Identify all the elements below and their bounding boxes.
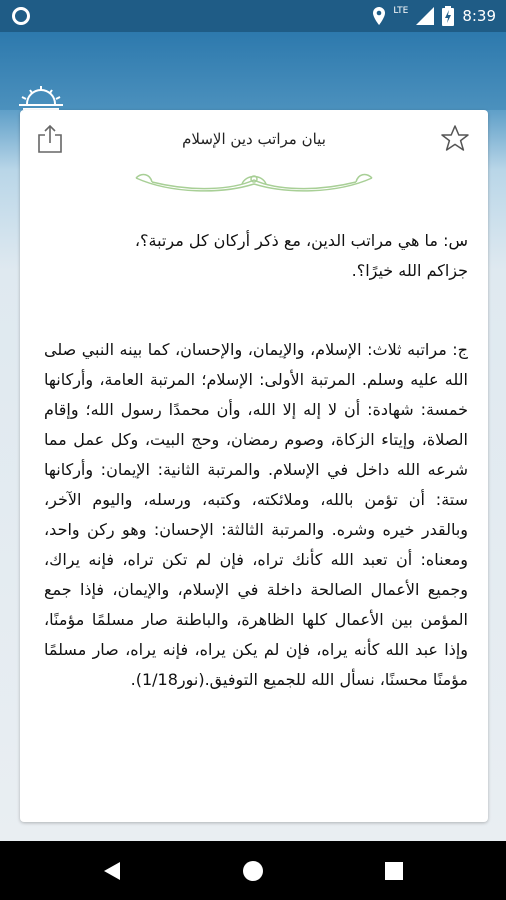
question-line: س: ما هي مراتب الدين، مع ذكر أركان كل مرتبة؟، <box>134 231 468 250</box>
ornament-divider-icon <box>132 170 376 198</box>
clock: 8:39 <box>462 7 496 25</box>
answer-text: ج: مراتبه ثلاث: الإسلام، والإيمان، والإحسان، كما بينه النبي صلى الله عليه وسلم. المرتبة الأولى: الإسلام؛ المرتبة العامة، وأركانها خمسة: شهادة: أن لا إله إلا الله، وأن محمدًا رسول الله؛ وإقام الصلاة، وإيتاء الزكاة، وصوم رمضان، وحج البيت، وكل عمل مما شرعه الله داخل في الإسلام. والمرتبة الثانية: الإيمان: وأركانها ستة: أن تؤمن بالله، وملائكته، وكتبه، ورسله، واليوم الآخر، وبالقدر خيره وشره. والمرتبة الثالثة: الإحسان: وهو ركن واحد، ومعناه: أن تعبد الله كأنك تراه، فإن لم تكن تراه، فإنه يراك، وجميع الأعمال الصالحة داخلة في الإسلام، والإيمان، فإذا جمع المؤمن بين الأعمال كلها الظاهرة، والباطنة صار مسلمًا مؤمنًا، وإذا عبد الله كأنه يراه، فإن لم يكن يراه، فإنه يراه، صار مسلمًا مؤمنًا محسنًا، نسأل الله للجميع التوفيق.(نور1/18). <box>44 340 468 689</box>
network-type: LTE <box>393 6 409 16</box>
status-right <box>373 0 496 32</box>
share-icon[interactable] <box>36 124 64 154</box>
question-text <box>44 226 468 286</box>
content-card <box>20 110 488 822</box>
notification-circle-icon <box>12 7 30 25</box>
page-title: بيان مراتب دين الإسلام <box>182 130 326 148</box>
home-circle-icon[interactable] <box>241 859 265 883</box>
question-line: جزاكم الله خيرًا؟. <box>351 261 468 280</box>
back-triangle-icon[interactable] <box>100 859 124 883</box>
signal-icon <box>416 7 434 25</box>
recents-square-icon[interactable] <box>383 860 405 882</box>
star-outline-icon[interactable] <box>440 124 470 154</box>
location-pin-icon <box>373 7 385 25</box>
navigation-bar <box>0 841 506 900</box>
battery-charging-icon <box>442 6 454 26</box>
status-bar <box>0 0 506 32</box>
